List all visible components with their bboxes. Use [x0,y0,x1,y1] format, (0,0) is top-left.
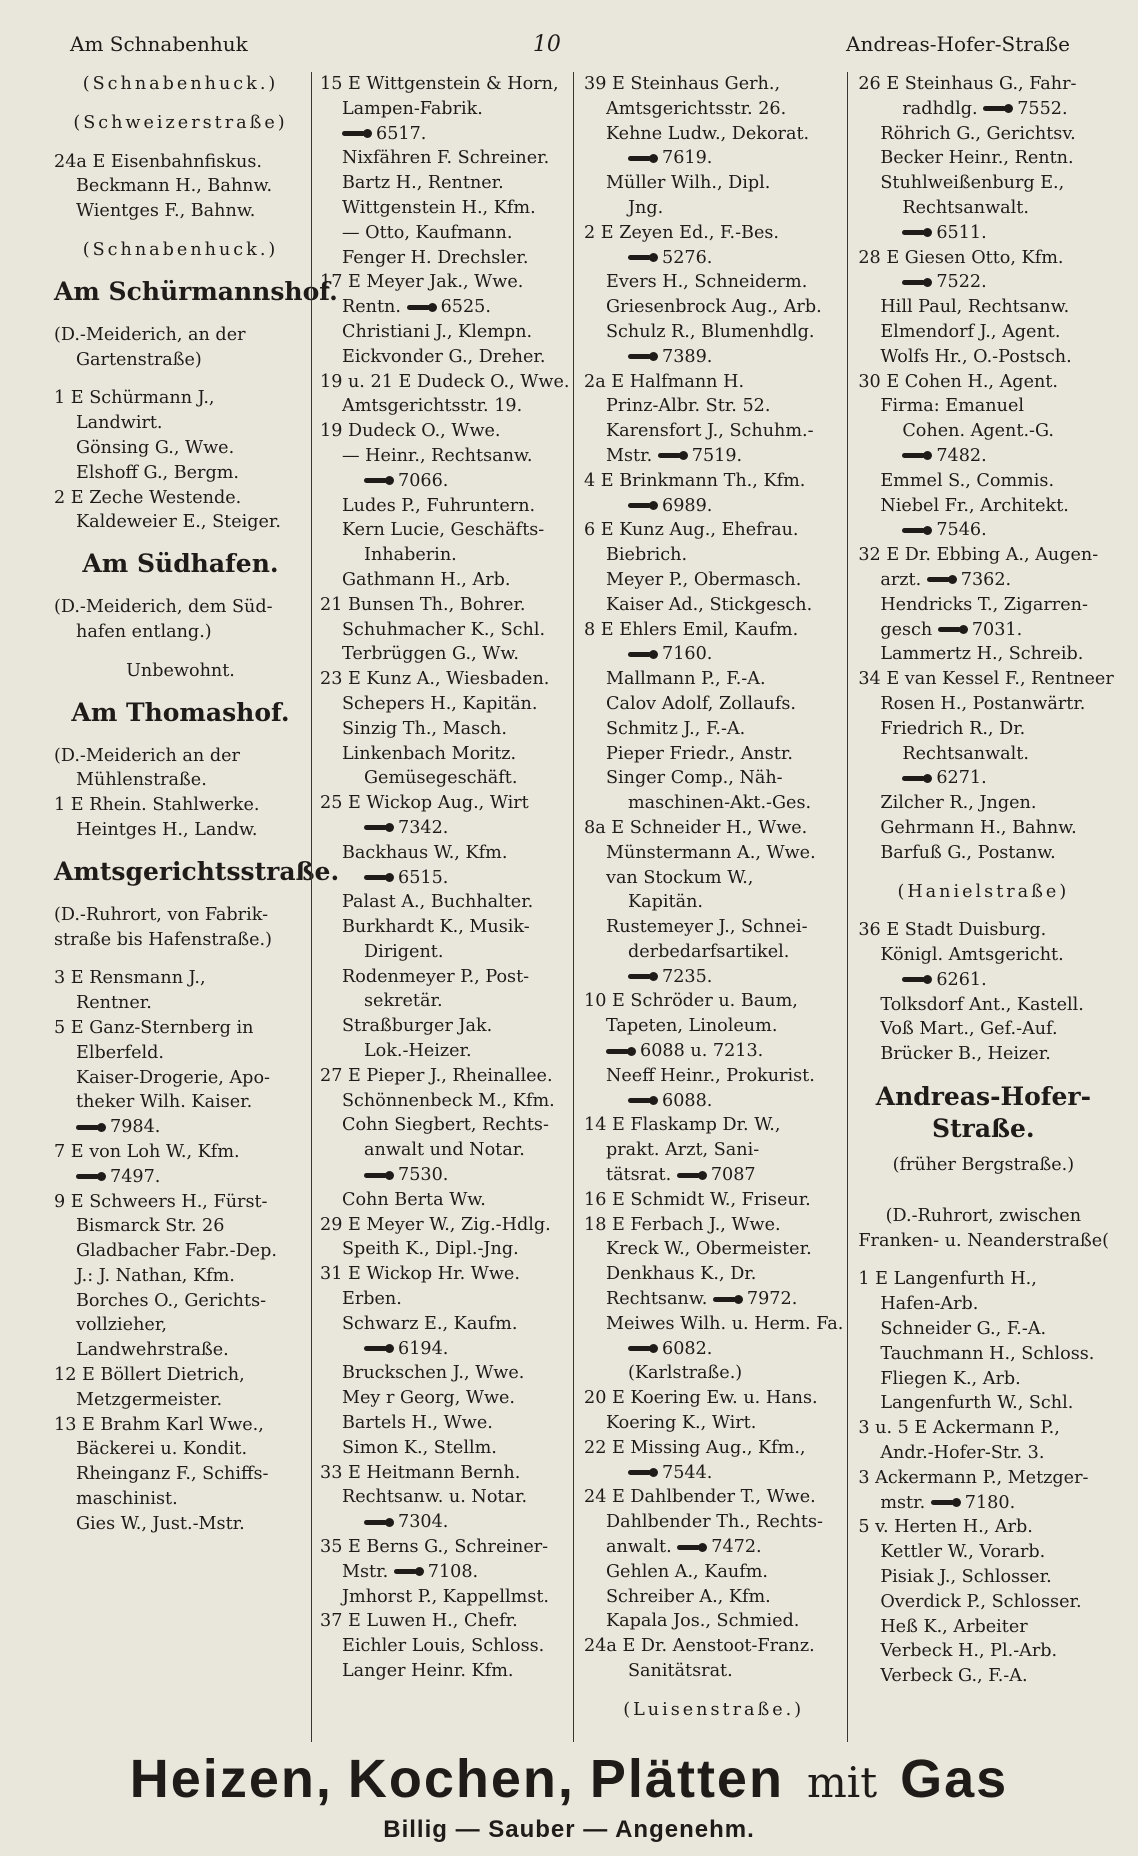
entry: Kettler W., Vorarb. [880,1542,1046,1563]
entry: Verbeck H., Pl.-Arb. [880,1641,1058,1662]
entry: 34 E van Kessel F., Rentneer [858,669,1114,690]
entry: Hill Paul, Rechtsanw. [880,297,1070,318]
telephone-icon [628,972,658,981]
ad-sauber: Sauber [488,1816,576,1843]
entry: Elmendorf J., Agent. [880,321,1061,342]
entry: 3 E Rensmann J., [54,968,206,989]
telephone-icon [628,1344,658,1353]
entry: Rechtsanwalt. [902,197,1029,218]
phone-entry: Mstr. 7108. [342,1561,479,1582]
entry: (D.-Ruhrort, zwischen [885,1205,1082,1226]
telephone-icon [628,1096,658,1105]
entry: Müller Wilh., Dipl. [606,173,771,194]
street-heading: Am Schürmannshof. [54,276,338,306]
entry: van Stockum W., [606,867,754,888]
entry: 2 E Zeyen Ed., F.-Bes. [584,222,779,243]
header-left: Am Schnabenhuk [70,32,248,56]
entry: Tapeten, Linoleum. [606,1016,778,1037]
entry: Andr.-Hofer-Str. 3. [880,1443,1045,1464]
entry: Gartenstraße) [76,349,202,370]
entry: Kaldeweier E., Steiger. [76,512,281,533]
telephone-icon [931,1498,961,1507]
phone-entry: arzt. 7362. [880,569,1012,590]
entry: Pieper Friedr., Anstr. [606,743,793,764]
entry: 30 E Cohen H., Agent. [858,371,1058,392]
phone-entry: 7482. [858,444,1108,469]
ad-kochen: Kochen, [347,1749,575,1809]
entry: Overdick P., Schlosser. [880,1591,1082,1612]
entry: Schmitz J., F.-A. [606,718,746,739]
phone-entry: anwalt. 7472. [606,1537,762,1558]
entry: — Heinr., Rechtsanw. [342,445,533,466]
entry: Christiani J., Klempn. [342,321,533,342]
entry: Erben. [342,1289,402,1310]
entry: Niebel Fr., Architekt. [880,495,1069,516]
entry: Ludes P., Fuhruntern. [342,495,536,516]
entry: Münstermann A., Wwe. [606,842,816,863]
phone-entry: 5276. [584,246,843,271]
entry: Griesenbrock Aug., Arb. [606,297,822,318]
telephone-icon [407,303,437,312]
entry: 5 v. Herten H., Arb. [858,1517,1033,1538]
entry: Königl. Amtsgericht. [880,945,1064,966]
entry: Mühlenstraße. [76,770,207,791]
entry: 32 E Dr. Ebbing A., Augen- [858,545,1099,566]
entry: Stuhlweißenburg E., [880,173,1065,194]
entry: maschinist. [76,1489,178,1510]
entry: Tauchmann H., Schloss. [880,1343,1095,1364]
entry: J.: J. Nathan, Kfm. [76,1265,235,1286]
phone-entry: Rentn. 6525. [342,297,491,318]
entry: Rechtsanw. u. Notar. [342,1487,528,1508]
entry: Bäckerei u. Kondit. [76,1439,248,1460]
entry: hafen entlang.) [76,621,212,642]
entry: Gemüsegeschäft. [364,768,518,789]
ad-heizen: Heizen, [129,1749,333,1809]
entry: Burkhardt K., Musik- [342,917,530,938]
entry: (D.-Meiderich, dem Süd- [54,597,273,618]
entry: Rosen H., Postanwärtr. [880,693,1086,714]
entry: Elshoff G., Bergm. [76,462,240,483]
telephone-icon [902,278,932,287]
entry: Zilcher R., Jngen. [880,793,1037,814]
telephone-icon [902,526,932,535]
entry: Becker Heinr., Rentn. [880,148,1074,169]
entry: 6 E Kunz Aug., Ehefrau. [584,520,799,541]
entry: Gehrmann H., Bahnw. [880,817,1077,838]
entry: 19 u. 21 E Dudeck O., Wwe. [320,371,570,392]
entry: Röhrich G., Gerichtsv. [880,123,1076,144]
entry: Hafen-Arb. [880,1294,979,1315]
entry: Speith K., Dipl.-Jng. [342,1239,519,1260]
phone-entry: 6088 u. 7213. [584,1039,843,1064]
entry: 27 E Pieper J., Rheinallee. [320,1065,553,1086]
entry: 19 Dudeck O., Wwe. [320,421,501,442]
phone-entry: 7522. [858,270,1108,295]
entry: Gehlen A., Kaufm. [606,1561,768,1582]
telephone-icon [902,228,932,237]
entry: 14 E Flaskamp Dr. W., [584,1115,781,1136]
phone-entry: 6517. [320,122,569,147]
entry: Calov Adolf, Zollaufs. [606,693,796,714]
column-4 [847,72,1114,1742]
telephone-icon [658,451,688,460]
entry: theker Wilh. Kaiser. [76,1092,253,1113]
entry: Rentner. [76,993,152,1014]
entry: Karensfort J., Schuhm.- [606,421,814,442]
telephone-icon [983,104,1013,113]
telephone-icon [938,625,968,634]
entry: 39 E Steinhaus Gerh., [584,74,781,94]
entry: Bruckschen J., Wwe. [342,1363,525,1384]
entry: Bismarck Str. 26 [76,1216,225,1237]
street-heading: Amtsgerichtsstraße. [54,856,340,886]
telephone-icon [677,1171,707,1180]
entry: Friedrich R., Dr. [880,718,1026,739]
entry: sekretär. [364,991,443,1012]
telephone-icon [628,1468,658,1477]
entry: 7 E von Loh W., Kfm. [54,1141,240,1162]
entry: 3 u. 5 E Ackermann P., [858,1418,1060,1439]
entry: 24a E Dr. Aenstoot-Franz. [584,1636,815,1657]
phone-entry: 6082. [584,1337,843,1362]
entry: Rustemeyer J., Schnei- [606,917,808,938]
entry: Backhaus W., Kfm. [342,842,508,863]
entry: Meiwes Wilh. u. Herm. Fa. [606,1313,844,1334]
entry: Barfuß G., Postanw. [880,842,1056,863]
telephone-icon [902,774,932,783]
street-heading: Am Thomashof. [71,697,290,727]
phone-entry: 6511. [858,221,1108,246]
entry: 24 E Dahlbender T., Wwe. [584,1487,816,1508]
phone-entry: Mstr. 7519. [606,445,743,466]
entry: (D.-Meiderich, an der [54,324,246,345]
entry: Heß K., Arbeiter [880,1616,1028,1637]
entry: Eichler Louis, Schloss. [342,1636,545,1657]
entry: Fliegen K., Arb. [880,1368,1021,1389]
gas-advertisement: Heizen, Kochen, Plätten mit Gas Billig — Sauber — Angenehm. [129,1749,1009,1843]
entry: 31 E Wickop Hr. Wwe. [320,1264,520,1285]
entry: (Schweizerstraße) [73,112,288,133]
entry: Straßburger Jak. [342,1016,493,1037]
phone-entry: tätsrat. 7087 [606,1165,756,1186]
entry: Dirigent. [364,941,444,962]
entry: Mey r Georg, Wwe. [342,1388,516,1409]
entry: Terbrüggen G., Ww. [342,644,519,665]
phone-entry: 6194. [320,1337,569,1362]
entry: Cohn Berta Ww. [342,1189,486,1210]
entry: Elberfeld. [76,1042,164,1063]
entry: Beckmann H., Bahnw. [76,176,273,197]
entry: 9 E Schweers H., Fürst- [54,1191,268,1212]
entry: Prinz-Albr. Str. 52. [606,396,771,417]
entry: Jng. [628,197,664,218]
entry: derbedarfsartikel. [628,941,790,962]
entry: Neeff Heinr., Prokurist. [606,1065,815,1086]
ad-platten: Plätten [589,1749,784,1809]
entry: (Karlstraße.) [628,1363,743,1384]
telephone-icon [364,1518,394,1527]
entry: Inhaberin. [364,545,457,566]
entry: Rodenmeyer P., Post- [342,966,530,987]
telephone-icon [628,253,658,262]
phone-entry: 6515. [320,866,569,891]
entry: Amtsgerichtsstr. 19. [342,396,523,417]
entry: Mallmann P., F.-A. [606,669,766,690]
entry: 22 E Missing Aug., Kfm., [584,1437,806,1458]
entry: Rechtsanwalt. [902,743,1029,764]
entry: 1 E Rhein. Stahlwerke. [54,795,260,816]
column-3 [573,72,847,1742]
entry: Gladbacher Fabr.-Dep. [76,1241,277,1262]
entry: (D.-Ruhrort, von Fabrik- [54,904,269,925]
entry: Cohn Siegbert, Rechts- [342,1115,549,1136]
ad-billig: Billig [383,1816,448,1843]
entry: straße bis Hafenstraße.) [54,929,272,950]
street-heading: Straße. [932,1114,1035,1144]
entry: 8 E Ehlers Emil, Kaufm. [584,619,799,640]
telephone-icon [364,873,394,882]
phone-entry: 6088. [584,1089,843,1114]
entry: 5 E Ganz-Sternberg in [54,1017,254,1038]
telephone-icon [713,1295,743,1304]
telephone-icon [394,1567,424,1576]
entry: 15 E Wittgenstein & Horn, [320,74,559,94]
street-heading: Andreas-Hofer- [875,1082,1091,1112]
entry: Schneider G., F.-A. [880,1319,1047,1340]
entry: maschinen-Akt.-Ges. [628,793,812,814]
entry: Bartels H., Wwe. [342,1413,493,1434]
entry: 8a E Schneider H., Wwe. [584,817,808,838]
entry: 12 E Böllert Dietrich, [54,1365,245,1386]
entry: vollzieher, [76,1315,167,1336]
entry: (früher Bergstraße.) [892,1155,1075,1176]
entry: Kapitän. [628,892,704,913]
phone-entry: radhdlg. 7552. [902,98,1068,119]
entry: Schulz R., Blumenhdlg. [606,321,815,342]
entry: Unbewohnt. [126,660,235,681]
entry: Verbeck G., F.-A. [880,1666,1028,1687]
ad-mit: mit [806,1758,878,1807]
phone-entry: 6989. [584,494,843,519]
entry: Voß Mart., Gef.-Auf. [880,1019,1058,1040]
entry: Cohen. Agent.-G. [902,421,1054,442]
entry: 2a E Halfmann H. [584,371,745,392]
telephone-icon [628,501,658,510]
telephone-icon [902,451,932,460]
entry: Denkhaus K., Dr. [606,1264,757,1285]
entry: Kaiser Ad., Stickgesch. [606,594,813,615]
entry: 33 E Heitmann Bernh. [320,1462,521,1483]
entry: 1 E Langenfurth H., [858,1269,1037,1290]
entry: 13 E Brahm Karl Wwe., [54,1414,264,1435]
telephone-icon [76,1123,106,1132]
entry: 3 Ackermann P., Metzger- [858,1467,1089,1488]
page-number: 10 [532,31,561,57]
phone-entry: 7984. [54,1115,307,1140]
entry: (Luisenstraße.) [623,1699,805,1720]
entry: Langer Heinr. Kfm. [342,1661,514,1681]
entry: 28 E Giesen Otto, Kfm. [858,247,1064,268]
header-right: Andreas-Hofer-Straße [846,32,1070,56]
entry: Eickvonder G., Dreher. [342,346,546,367]
entry: Gies W., Just.-Mstr. [76,1513,245,1534]
entry: 26 E Steinhaus G., Fahr- [858,74,1077,94]
phone-entry: 7546. [858,518,1108,543]
phone-entry: 7235. [584,965,843,990]
entry: Kehne Ludw., Dekorat. [606,123,810,144]
entry: Evers H., Schneiderm. [606,272,808,293]
entry: Wientges F., Bahnw. [76,201,256,222]
entry: 18 E Ferbach J., Wwe. [584,1214,781,1235]
entry: 1 E Schürmann J., [54,388,215,409]
phone-entry: 7160. [584,642,843,667]
phone-entry: gesch 7031. [880,619,1023,640]
entry: Meyer P., Obermasch. [606,569,802,590]
entry: Schreiber A., Kfm. [606,1586,771,1607]
entry: Linkenbach Moritz. [342,743,517,764]
entry: (Hanielstraße) [897,881,1070,902]
entry: 23 E Kunz A., Wiesbaden. [320,669,550,690]
entry: Heintges H., Landw. [76,819,258,840]
entry: 29 E Meyer W., Zig.-Hdlg. [320,1214,551,1235]
entry: Kreck W., Obermeister. [606,1239,812,1260]
entry: Tolksdorf Ant., Kastell. [880,994,1084,1015]
entry: prakt. Arzt, Sani- [606,1140,760,1161]
entry: Schönnenbeck M., Kfm. [342,1090,555,1111]
entry: Lammertz H., Schreib. [880,644,1084,665]
entry: Firma: Emanuel [880,396,1024,417]
entry: 25 E Wickop Aug., Wirt [320,793,529,814]
entry: Landwirt. [76,413,163,434]
entry: Schepers H., Kapitän. [342,693,538,714]
entry: Singer Comp., Näh- [606,768,783,789]
entry: Gathmann H., Arb. [342,569,511,590]
entry: — Otto, Kaufmann. [342,222,513,243]
telephone-icon [677,1543,707,1552]
entry: Koering K., Wirt. [606,1413,757,1434]
telephone-icon [364,1344,394,1353]
street-heading: Am Südhafen. [82,549,279,579]
entry: 36 E Stadt Duisburg. [858,920,1047,941]
ad-angenehm: Angenehm. [615,1816,755,1843]
phone-entry: 6271. [858,766,1108,791]
phone-entry: 7544. [584,1461,843,1486]
entry: Schuhmacher K., Schl. [342,619,546,640]
telephone-icon [364,1171,394,1180]
entry: (Schnabenhuck.) [82,239,279,260]
entry: 20 E Koering Ew. u. Hans. [584,1388,818,1409]
entry: Kern Lucie, Geschäfts- [342,520,545,541]
entry: 37 E Luwen H., Chefr. [320,1611,518,1632]
entry: Kapala Jos., Schmied. [606,1611,800,1632]
phone-entry: 7342. [320,816,569,841]
entry: Palast A., Buchhalter. [342,892,534,913]
entry: (D.-Meiderich an der [54,745,240,766]
entry: Emmel S., Commis. [880,470,1055,491]
entry: Metzgermeister. [76,1389,223,1410]
ad-gas: Gas [900,1749,1009,1809]
entry: Brücker B., Heizer. [880,1044,1051,1065]
entry: Wittgenstein H., Kfm. [342,197,536,218]
entry: Simon K., Stellm. [342,1437,497,1458]
telephone-icon [606,1047,636,1056]
entry: Dahlbender Th., Rechts- [606,1512,823,1533]
entry: 2 E Zeche Westende. [54,487,242,508]
entry: Bartz H., Rentner. [342,173,504,194]
telephone-icon [364,476,394,485]
entry: (Schnabenhuck.) [82,74,279,94]
phone-entry: 7619. [584,146,843,171]
telephone-icon [628,154,658,163]
entry: Rheinganz F., Schiffs- [76,1464,269,1485]
telephone-icon [902,975,932,984]
entry: Pisiak J., Schlosser. [880,1567,1052,1588]
entry: 17 E Meyer Jak., Wwe. [320,272,524,293]
phone-entry: 7530. [320,1163,569,1188]
phone-entry: 6261. [858,968,1108,993]
entry: 21 Bunsen Th., Bohrer. [320,594,526,615]
entry: Sanitätsrat. [628,1661,733,1681]
entry: 16 E Schmidt W., Friseur. [584,1189,811,1210]
phone-entry: mstr. 7180. [880,1492,1016,1513]
entry: Lampen-Fabrik. [342,98,483,119]
entry: Franken- u. Neanderstraße( [858,1230,1109,1251]
column-2 [311,72,573,1742]
telephone-icon [927,575,957,584]
phone-entry: 7497. [54,1165,307,1190]
entry: Langenfurth W., Schl. [880,1393,1074,1414]
entry: Landwehrstraße. [76,1340,229,1361]
entry: Wolfs Hr., O.-Postsch. [880,346,1072,367]
entry: 35 E Berns G., Schreiner- [320,1537,549,1558]
directory-columns [44,72,1114,1742]
column-1 [44,72,340,1742]
entry: Borches O., Gerichts- [76,1290,267,1311]
page-header [70,26,1070,62]
phone-entry: 7066. [320,469,569,494]
entry: 4 E Brinkmann Th., Kfm. [584,470,806,491]
entry: Sinzig Th., Masch. [342,718,507,739]
entry: Kaiser-Drogerie, Apo- [76,1067,270,1088]
entry: anwalt und Notar. [364,1140,525,1161]
entry: Hendricks T., Zigarren- [880,594,1088,615]
telephone-icon [628,650,658,659]
entry: Amtsgerichtsstr. 26. [606,98,787,119]
telephone-icon [364,823,394,832]
entry: Gönsing G., Wwe. [76,437,235,458]
phone-entry: Rechtsanw. 7972. [606,1289,798,1310]
entry: Fenger H. Drechsler. [342,247,529,268]
entry: 24a E Eisenbahnfiskus. [54,151,262,172]
entry: Lok.-Heizer. [364,1041,472,1062]
telephone-icon [76,1172,106,1181]
telephone-icon [342,129,372,138]
entry: 10 E Schröder u. Baum, [584,991,798,1012]
phone-entry: 7389. [584,345,843,370]
phone-entry: 7304. [320,1510,569,1535]
entry: Jmhorst P., Kappellmst. [342,1586,550,1607]
entry: Biebrich. [606,545,688,566]
entry: Nixfähren F. Schreiner. [342,148,550,169]
telephone-icon [628,352,658,361]
entry: Schwarz E., Kaufm. [342,1313,518,1334]
